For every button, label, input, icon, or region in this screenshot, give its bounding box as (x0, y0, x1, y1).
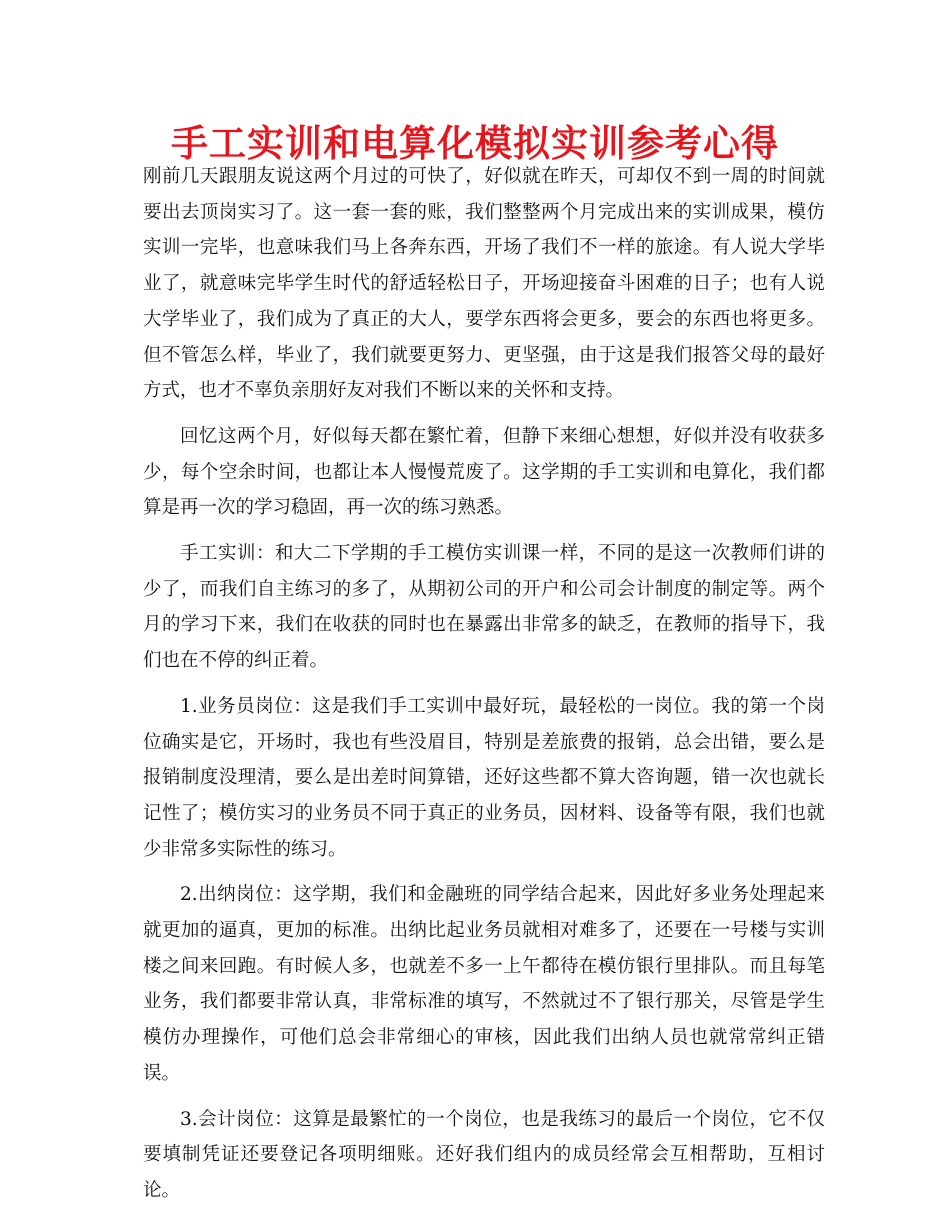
paragraph-4: 1.业务员岗位：这是我们手工实训中最好玩，最轻松的一岗位。我的第一个岗位确实是它，开场时，我也有些没眉目，特别是差旅费的报销，总会出错，要么是报销制度没理清，要么是出差时间算错，还好这些都不算大咨询题，错一次也就长记性了；模仿实习的业务员不同于真正的业务员，因材料、设备等有限，我们也就少非常多实际性的练习。 (143, 695, 825, 860)
paragraph-2: 回忆这两个月，好似每天都在繁忙着，但静下来细心想想，好似并没有收获多少，每个空余时间，也都让本人慢慢荒废了。这学期的手工实训和电算化，我们都算是再一次的学习稳固，再一次的练习熟悉。 (143, 425, 825, 519)
document-title: 手工实训和电算化模拟实训参考心得 (171, 122, 779, 165)
paragraph-1: 刚前几天跟朋友说这两个月过的可快了，好似就在昨天，可却仅不到一周的时间就要出去顶岗实习了。这一套一套的账，我们整整两个月完成出来的实训成果，模仿实训一完毕，也意味我们马上各奔东西，开场了我们不一样的旅途。有人说大学毕业了，就意味完毕学生时代的舒适轻松日子，开场迎接奋斗困难的日子；也有人说大学毕业了，我们成为了真正的大人，要学东西将会更多，要会的东西也将更多。但不管怎么样，毕业了，我们就要更努力、更坚强，由于这是我们报答父母的最好方式，也才不辜负亲朋好友对我们不断以来的关怀和支持。 (143, 166, 825, 402)
paragraph-6: 3.会计岗位：这算是最繁忙的一个岗位，也是我练习的最后一个岗位，它不仅要填制凭证还要登记各项明细账。还好我们组内的成员经常会互相帮助，互相讨论。 (143, 1108, 825, 1201)
document-body (143, 159, 825, 1209)
paragraph-5: 2.出纳岗位：这学期，我们和金融班的同学结合起来，因此好多业务处理起来就更加的逼真，更加的标准。出纳比起业务员就相对难多了，还要在一号楼与实训楼之间来回跑。有时候人多，也就差不多一上午都待在模仿银行里排队。而且每笔业务，我们都要非常认真，非常标准的填写，不然就过不了银行那关，尽管是学生模仿办理操作，可他们总会非常细心的审核，因此我们出纳人员也就常常纠正错误。 (143, 884, 825, 1084)
paragraph-3: 手工实训：和大二下学期的手工模仿实训课一样，不同的是这一次教师们讲的少了，而我们自主练习的多了，从期初公司的开户和公司会计制度的制定等。两个月的学习下来，我们在收获的同时也在暴露出非常多的缺乏，在教师的指导下，我们也在不停的纠正着。 (143, 543, 825, 672)
